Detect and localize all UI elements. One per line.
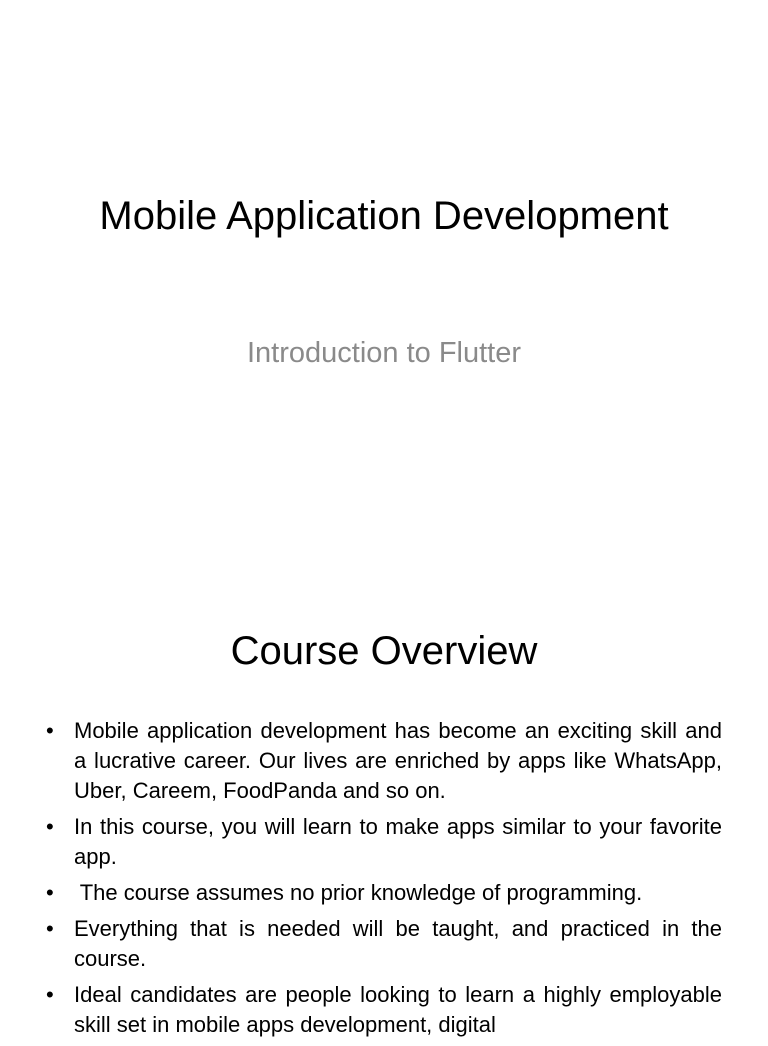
- slide-title: Course Overview: [230, 629, 538, 673]
- list-item: [46, 812, 722, 872]
- slide-title: Mobile Application Development: [99, 194, 669, 238]
- bullet-icon: •: [46, 814, 54, 839]
- bullet-icon: •: [46, 880, 54, 905]
- bullet-list: [46, 716, 722, 1046]
- list-item-text: In this course, you will learn to make apps similar to your favorite app.: [74, 814, 722, 869]
- list-item: [46, 914, 722, 974]
- list-item-text: The course assumes no prior knowledge of programming.: [74, 880, 643, 905]
- course-overview-slide: [0, 576, 768, 1037]
- list-item-text: Everything that is needed will be taught, and practiced in the course.: [74, 916, 722, 971]
- list-item: [46, 716, 722, 806]
- slide-subtitle: Introduction to Flutter: [246, 337, 522, 369]
- bullet-icon: •: [46, 982, 54, 1007]
- list-item: [46, 980, 722, 1040]
- list-item: [46, 878, 722, 908]
- bullet-icon: •: [46, 718, 54, 743]
- bullet-icon: •: [46, 916, 54, 941]
- list-item-text: Ideal candidates are people looking to learn a highly employable skill set in mobile apps development, digital: [74, 982, 722, 1037]
- list-item-text: Mobile application development has become an exciting skill and a lucrative career. Our lives are enriched by apps like WhatsApp, Uber, Careem, FoodPanda and so on.: [74, 718, 722, 803]
